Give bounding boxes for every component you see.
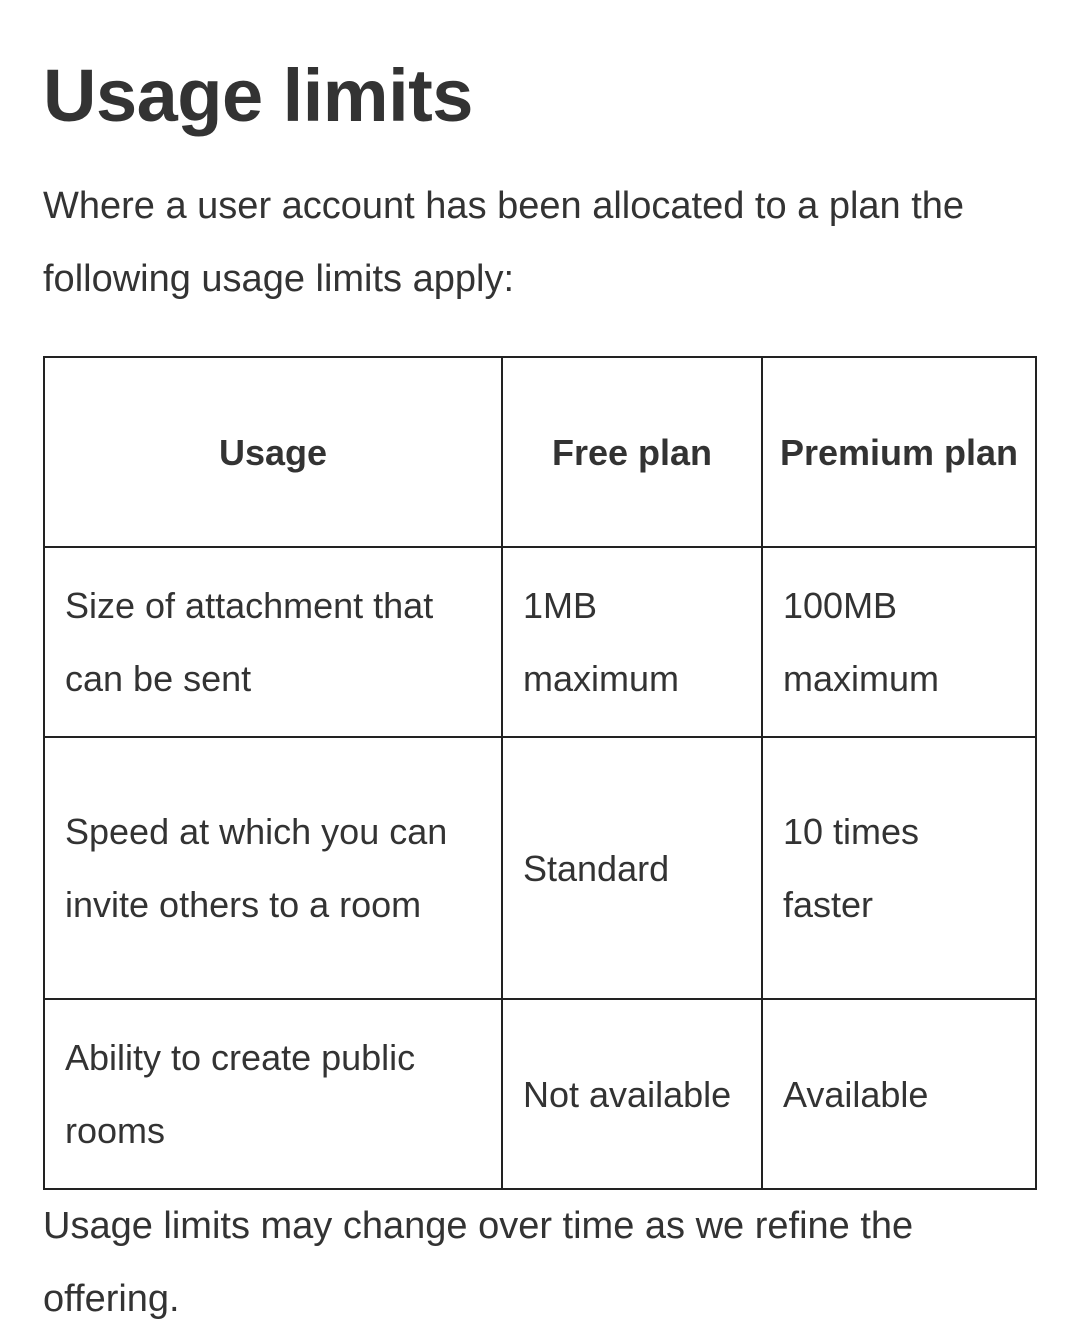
cell-premium: Available [762, 999, 1036, 1189]
table-row [44, 999, 1036, 1189]
header-usage: Usage [44, 357, 502, 547]
cell-premium: 10 times faster [762, 737, 1036, 999]
cell-usage: Size of attachment that can be sent [44, 547, 502, 737]
cell-usage: Speed at which you can invite others to a room [44, 737, 502, 999]
table-row [44, 737, 1036, 999]
cell-free: 1MB maximum [502, 547, 762, 737]
cell-premium: 100MB maximum [762, 547, 1036, 737]
intro-paragraph: Where a user account has been allocated to a plan the following usage limits apply: [43, 185, 965, 300]
page-title: Usage limits [43, 54, 473, 137]
footnote: Usage limits may change over time as we refine the offering. [43, 1205, 914, 1320]
cell-usage: Ability to create public rooms [44, 999, 502, 1189]
usage-limits-table [43, 356, 1037, 1190]
header-free-plan: Free plan [502, 357, 762, 547]
table-header-row [44, 357, 1036, 547]
cell-free: Standard [502, 737, 762, 999]
header-premium-plan: Premium plan [762, 357, 1036, 547]
cell-free: Not available [502, 999, 762, 1189]
table-row [44, 547, 1036, 737]
